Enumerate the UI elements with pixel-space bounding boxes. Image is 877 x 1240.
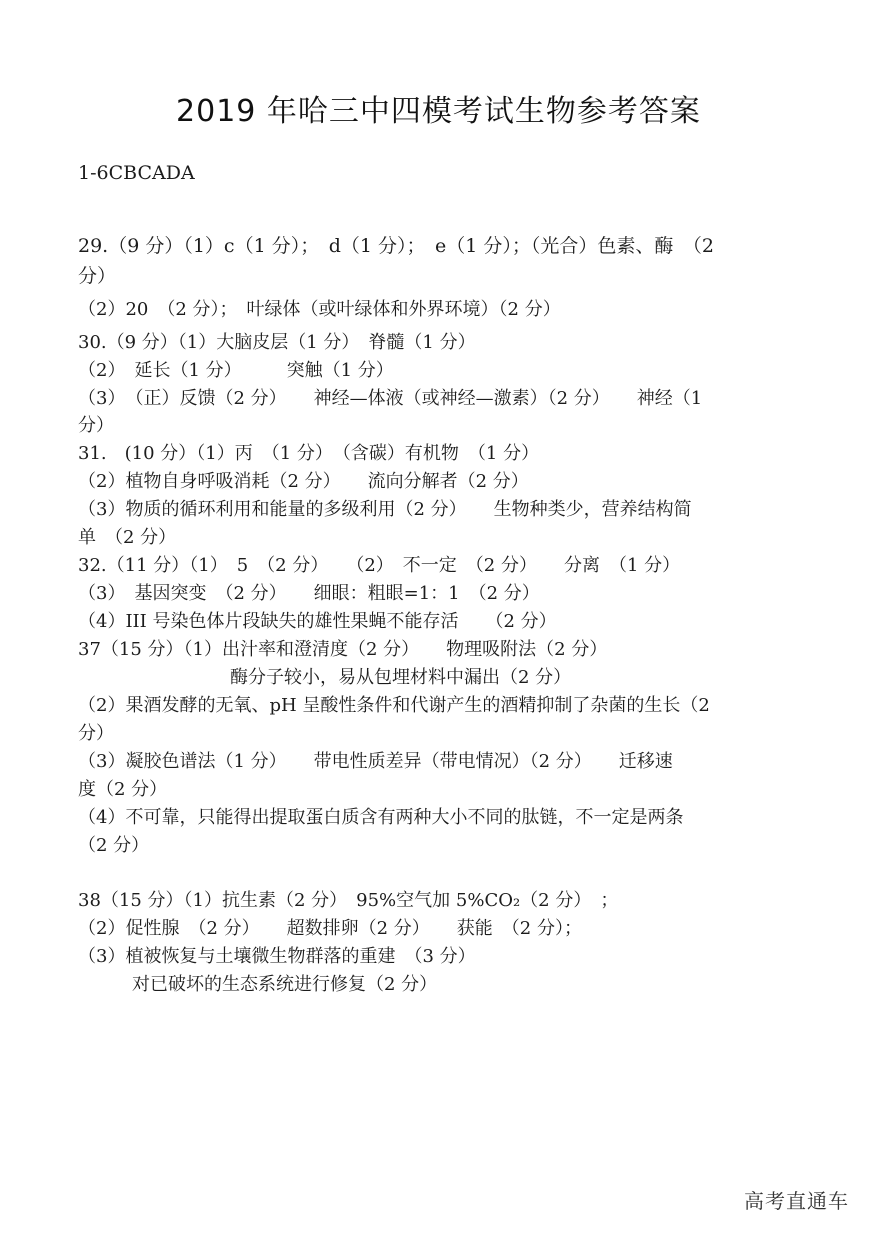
q30-line-2: （2） 延长（1 分） 突触（1 分） — [78, 360, 394, 381]
q37-line-4: 分） — [78, 723, 114, 744]
q37-line-5: （3）凝胶色谱法（1 分） 带电性质差异（带电情况）（2 分） 迁移速 — [78, 751, 673, 772]
q29-line-2: 分） — [78, 265, 117, 287]
q30-line-1: 30.（9 分）（1）大脑皮层（1 分） 脊髓（1 分） — [78, 332, 476, 353]
q37-line-7: （4）不可靠，只能得出提取蛋白质含有两种大小不同的肽链，不一定是两条 — [78, 807, 684, 828]
q31-line-4: 单 （2 分） — [78, 527, 177, 548]
q30-line-4: 分） — [78, 415, 114, 436]
q37-line-3: （2）果酒发酵的无氧、pH 呈酸性条件和代谢产生的酒精抑制了杂菌的生长（2 — [78, 695, 710, 716]
choice-answers: 1-6CBCADA — [78, 162, 195, 184]
q31-line-2: （2）植物自身呼吸消耗（2 分） 流向分解者（2 分） — [78, 471, 529, 492]
q31-line-1: 31. (10 分）（1）丙 （1 分） （含碳）有机物 （1 分） — [78, 443, 540, 464]
watermark-text: 高考直通车 — [744, 1189, 849, 1213]
q32-line-1: 32.（11 分）（1） 5 （2 分） （2） 不一定 （2 分） 分离 （1 分） — [78, 555, 681, 576]
q38-line-1: 38（15 分）（1）抗生素（2 分） 95%空气加 5%CO₂（2 分） ； — [78, 890, 619, 911]
q31-line-3: （3）物质的循环利用和能量的多级利用（2 分） 生物种类少，营养结构简 — [78, 499, 692, 520]
q38-line-4: 对已破坏的生态系统进行修复（2 分） — [132, 974, 438, 995]
q37-line-2: 酶分子较小，易从包埋材料中漏出（2 分） — [230, 667, 572, 688]
q37-line-8: （2 分） — [78, 835, 150, 856]
q29-line-1: 29.（9 分）（1）c（1 分）； d（1 分）； e（1 分）；（光合）色素、酶 （2 — [78, 235, 714, 257]
q29-line-3: （2）20 （2 分）； 叶绿体（或叶绿体和外界环境）（2 分） — [78, 299, 561, 320]
q38-line-2: （2）促性腺 （2 分） 超数排卵（2 分） 获能 （2 分）； — [78, 918, 582, 939]
q37-line-6: 度（2 分） — [78, 779, 168, 800]
q38-line-3: （3）植被恢复与土壤微生物群落的重建 （3 分） — [78, 946, 476, 967]
q32-line-2: （3） 基因突变 （2 分） 细眼：粗眼=1：1 （2 分） — [78, 583, 540, 604]
q37-line-1: 37（15 分）（1）出汁率和澄清度（2 分） 物理吸附法（2 分） — [78, 639, 608, 660]
q30-line-3: （3） （正）反馈（2 分） 神经—体液（或神经—激素）（2 分） 神经（1 — [78, 388, 703, 409]
document-title: 2019 年哈三中四模考试生物参考答案 — [176, 94, 701, 129]
q32-line-3: （4）III 号染色体片段缺失的雄性果蝇不能存活 （2 分） — [78, 611, 557, 632]
